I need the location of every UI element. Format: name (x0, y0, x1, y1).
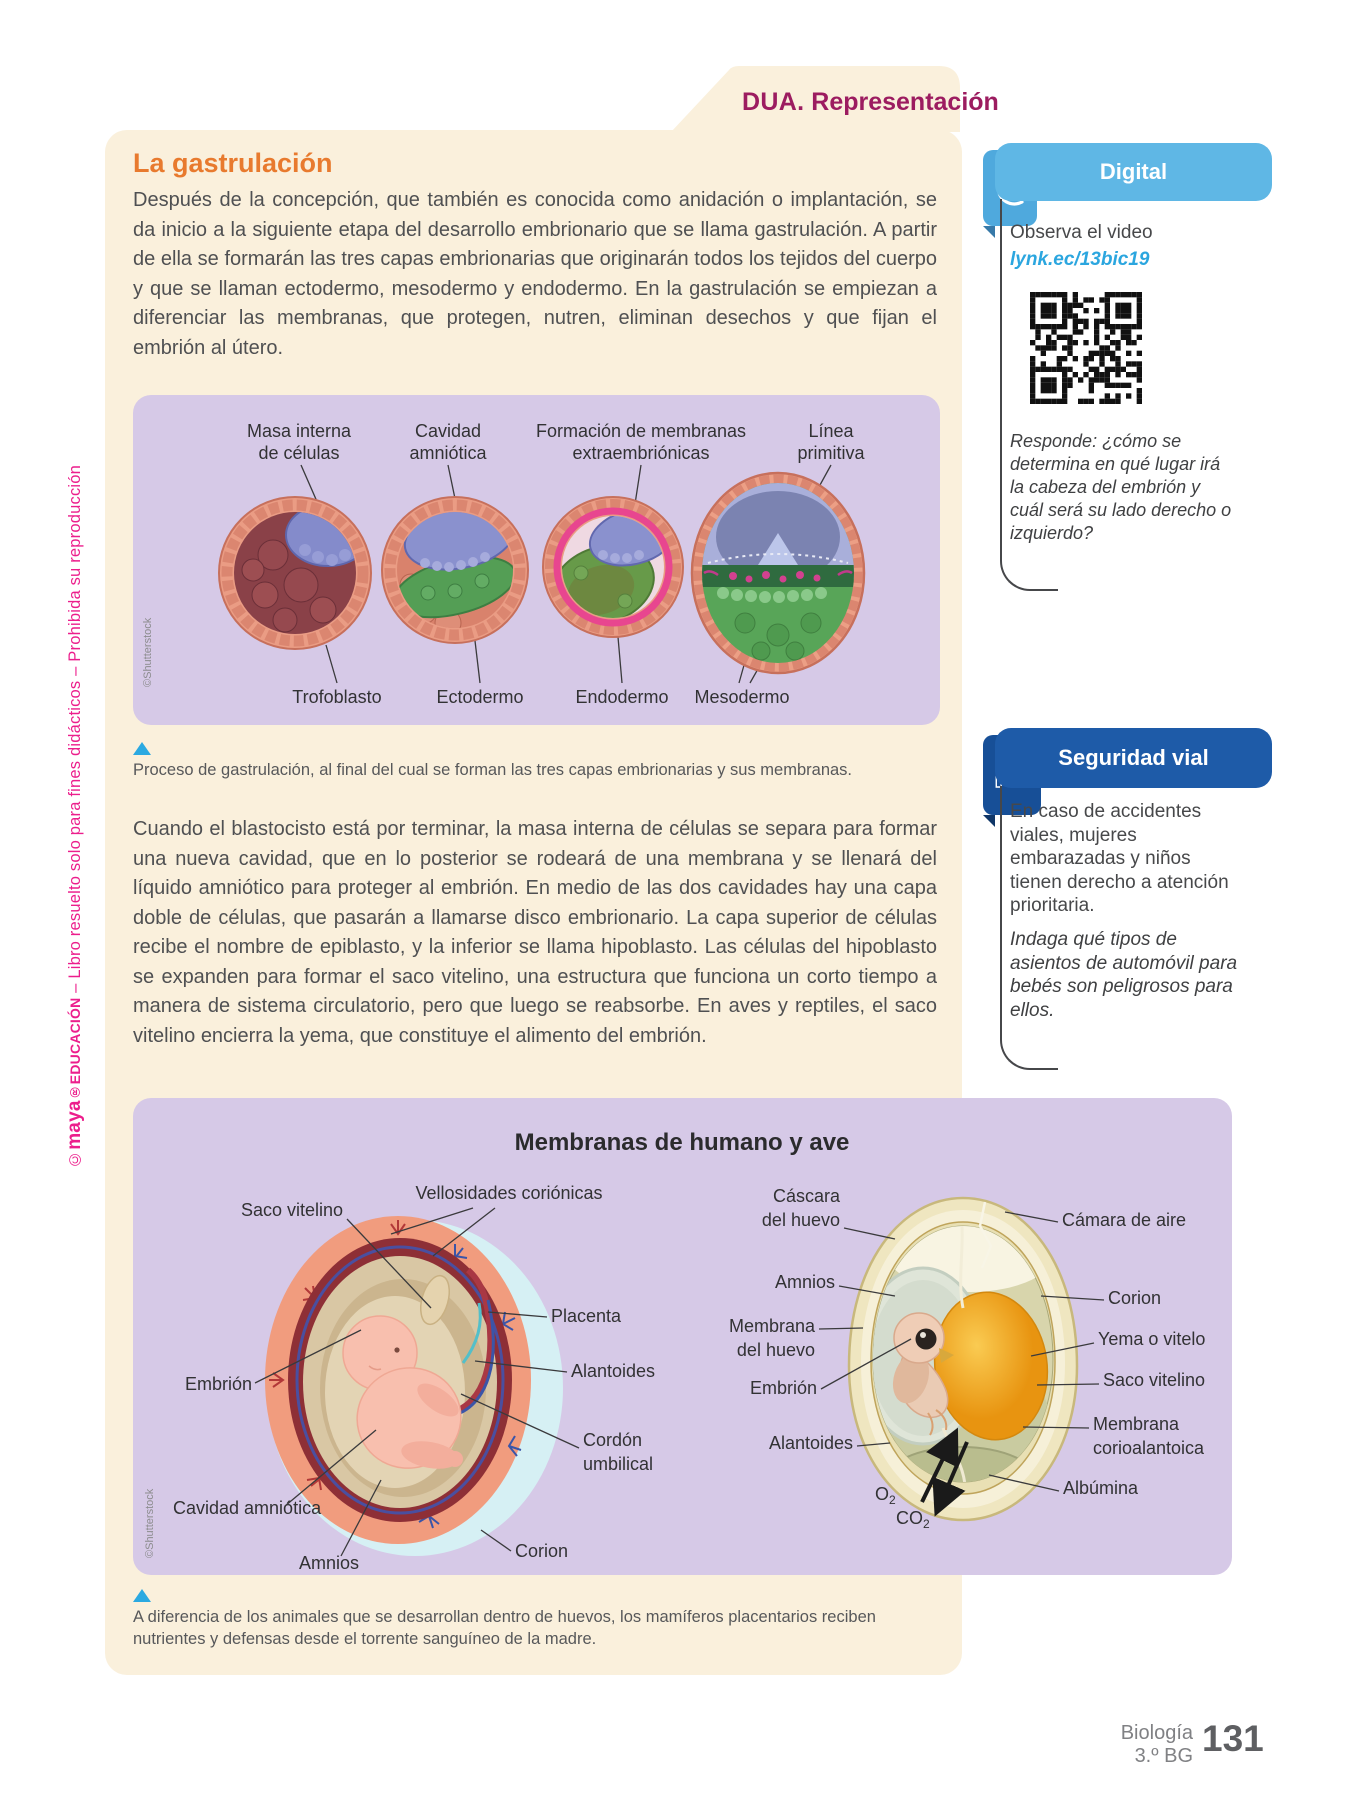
label-cavidad-amniotica-2: amniótica (409, 443, 487, 463)
seguridad-fold (983, 815, 995, 827)
figure2-caption: A diferencia de los animales que se desarrollan dentro de huevos, los mamíferos placentarios reciben nutrientes y defensas desde el torrente sanguíneo de la madre. (133, 1608, 876, 1648)
imprint-text: – Libro resuelto solo para fines didácticos – Prohibida su reproducción (66, 464, 84, 998)
label-cavidad-amniotica-humano: Cavidad amniótica (173, 1498, 322, 1518)
figure1-credit: ©Shutterstock (142, 617, 154, 687)
page-number: 131 (1202, 1718, 1264, 1759)
seguridad-title: Seguridad vial (1058, 745, 1209, 770)
digital-intro: Observa el video (1010, 222, 1153, 243)
label-placenta: Placenta (551, 1306, 622, 1326)
side-imprint (64, 418, 86, 1168)
digital-title: Digital (1099, 159, 1168, 184)
label-trofoblasto: Trofoblasto (292, 687, 382, 707)
label-camara-aire: Cámara de aire (1062, 1210, 1187, 1230)
label-formacion-membranas-2: extraembriónicas (572, 443, 710, 463)
label-membrana-huevo-1: Membrana (728, 1316, 815, 1336)
label-cascara-1: Cáscara (772, 1186, 840, 1206)
label-masa-interna-2: de células (258, 443, 340, 463)
seguridad-task: Indaga qué tipos de asientos de automóvil para bebés son peligrosos para ellos. (1010, 929, 1238, 1021)
label-vellosidades: Vellosidades coriónicas (415, 1183, 603, 1203)
figure1-bottom-labels (292, 687, 789, 707)
label-amnios-ave: Amnios (774, 1272, 835, 1292)
label-saco-vitelino-ave: Saco vitelino (1103, 1370, 1206, 1390)
paragraph-2: Cuando el blastocisto está por terminar, la masa interna de células se separa para formar una nueva cavidad, que en lo posterior se rodeará de una membrana y se llenará del líquido amniótico para proteger al embrión. En medio de las dos cavidades hay una capa doble de células, que pasarán a llamarse disco embrionario. La capa superior de células recibe el nombre de epiblasto, y la inferior se llama hipoblasto. Las células del hipoblasto se expanden para formar el saco vitelino, una estructura que funciona un corto tiempo a manera de sistema circulatorio, pero que luego se reabsorbe. En aves y reptiles, el saco vitelino encierra la yema, que constituye el alimento del embrión. (133, 818, 937, 1047)
label-yema: Yema o vitelo (1098, 1329, 1206, 1349)
dua-label: DUA. (742, 88, 805, 116)
label-formacion-membranas: Formación de membranas (535, 421, 747, 441)
figure-gastrulation (133, 395, 940, 725)
figure2-title: Membranas de humano y ave (514, 1129, 850, 1156)
digital-fold (983, 226, 995, 238)
video-link[interactable]: lynk.ec/13bic19 (1010, 249, 1150, 270)
stage-membranes (542, 497, 683, 637)
label-linea-primitiva: Línea (808, 421, 854, 441)
copyright-symbol: © (66, 1149, 84, 1168)
publisher-logo: maya (64, 1100, 85, 1150)
label-o2: $O_2$ (875, 1484, 896, 1507)
label-membrana-corioalantoica-1: Membrana (1093, 1414, 1180, 1434)
label-masa-interna: Masa interna (246, 421, 352, 441)
stage-amniotic-cavity (382, 495, 528, 643)
label-corion-humano: Corion (515, 1541, 569, 1561)
label-membrana-huevo-2: del huevo (736, 1340, 815, 1360)
footer-grade: 3.º BG (1134, 1745, 1193, 1767)
membranas-diagram (133, 1098, 1232, 1575)
figure-membranas (133, 1098, 1232, 1575)
label-cordon-1: Cordón (583, 1430, 643, 1450)
label-membrana-corioalantoica-2: corioalantoica (1093, 1438, 1205, 1458)
label-embrion-humano: Embrión (185, 1374, 253, 1394)
label-embrion-ave: Embrión (749, 1378, 817, 1398)
paragraph-1: Después de la concepción, que también es conocida como anidación o implantación, se da inicio a la siguiente etapa del desarrollo embrionario que se llama gastrulación. A partir de ella se formarán las tres capas embrionarias que originarán todos los tejidos del cuerpo y que se llaman ectodermo, mesodermo y endodermo. En la gastrulación se empiezan a diferenciar las membranas, que protegen, nutren, eliminan desechos y que fijan el embrión al útero. (133, 189, 937, 359)
label-linea-primitiva-2: primitiva (797, 443, 865, 463)
publisher-name: ®EDUCACIÓN (67, 997, 83, 1101)
label-endodermo: Endodermo (575, 687, 669, 707)
label-saco-vitelino: Saco vitelino (240, 1200, 343, 1220)
qr-code (1030, 292, 1142, 404)
label-corion-ave: Corion (1108, 1288, 1162, 1308)
label-ectodermo: Ectodermo (436, 687, 524, 707)
label-co2: $CO_2$ (896, 1508, 930, 1531)
footer-subject-name: Biología (1120, 1722, 1193, 1744)
caption2-triangle-icon (133, 1589, 151, 1602)
page-title: La gastrulación (133, 148, 333, 178)
label-cordon-2: umbilical (583, 1454, 654, 1474)
bird-egg-illustration (849, 1198, 1077, 1520)
label-alantoides-humano: Alantoides (571, 1361, 656, 1381)
digital-box-header (995, 143, 1272, 201)
stage-primitive-streak (692, 473, 864, 673)
seguridad-box-header (995, 728, 1272, 788)
seguridad-text: En caso de accidentes viales, mujeres embarazadas y niños tienen derecho a atención prioritaria. (1010, 801, 1229, 916)
qr-code-image (1030, 292, 1142, 404)
label-alantoides-ave: Alantoides (768, 1433, 853, 1453)
label-cavidad-amniotica: Cavidad (414, 421, 482, 441)
caption1-triangle-icon (133, 742, 151, 755)
figure1-top-labels (247, 421, 866, 463)
dua-heading (742, 88, 999, 117)
footer-subject (1040, 1722, 1193, 1768)
label-mesodermo: Mesodermo (694, 687, 790, 707)
label-albumina: Albúmina (1063, 1478, 1139, 1498)
label-amnios-humano: Amnios (298, 1553, 360, 1573)
label-cascara-2: del huevo (761, 1210, 840, 1230)
gastrulation-diagram (133, 395, 940, 725)
stage-blastocyst (219, 497, 371, 649)
digital-question: Responde: ¿cómo se determina en qué lugar irá la cabeza del embrión y cuál será su lado derecho o izquierdo? (1010, 431, 1232, 543)
figure2-credit: ©Shutterstock (144, 1488, 156, 1558)
figure1-caption: Proceso de gastrulación, al final del cual se forman las tres capas embrionarias y sus membranas. (133, 761, 853, 779)
dua-title: Representación (811, 88, 999, 116)
